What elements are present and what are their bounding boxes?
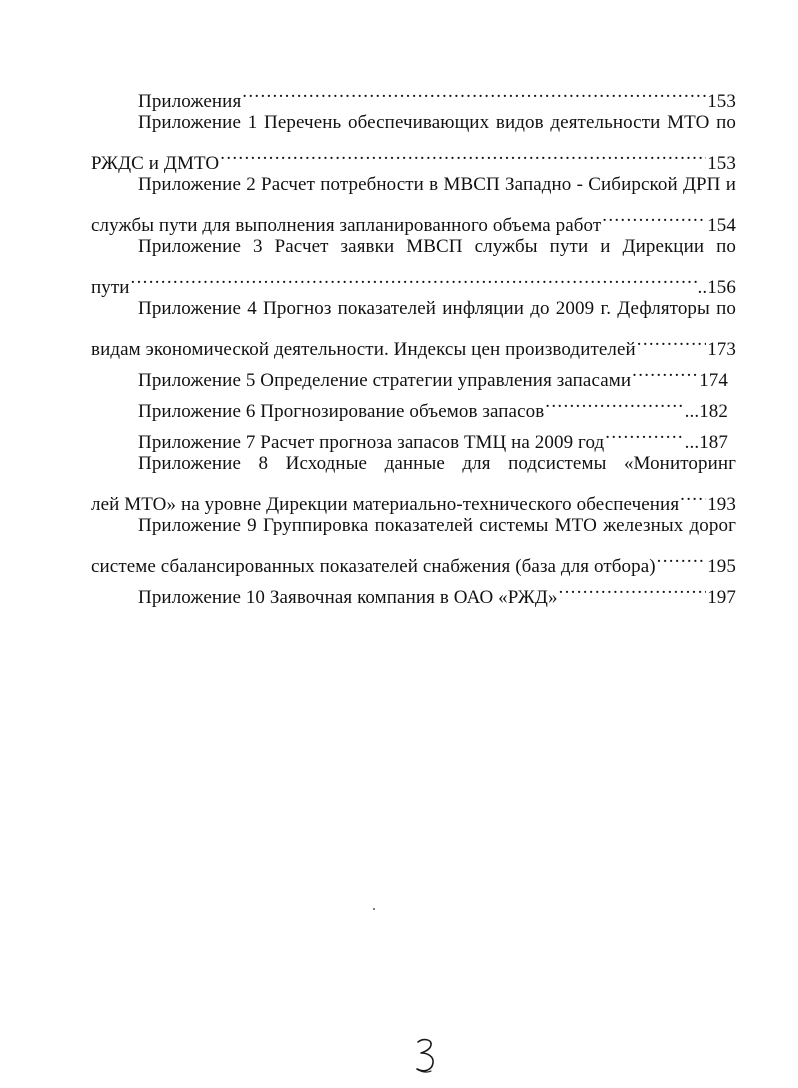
toc-line — [91, 76, 736, 112]
toc-line — [91, 541, 736, 577]
toc-entry — [91, 76, 736, 112]
toc-entry-title: Приложение 4 Прогноз показателей инфляции до 2009 г. Дефляторы по — [138, 298, 736, 319]
toc-entry — [91, 448, 736, 515]
toc-entry — [91, 107, 736, 174]
dot-leader — [545, 386, 683, 417]
toc-entry — [91, 293, 736, 360]
toc-line — [91, 169, 736, 200]
scan-speck — [373, 908, 375, 910]
toc-entry-title: Приложение 2 Расчет потребности в МВСП Западно - Сибирской ДРП и — [138, 174, 736, 195]
toc-entry-title: Приложение 1 Перечень обеспечивающих видов деятельности МТО по — [138, 112, 736, 133]
dot-leader — [242, 76, 706, 107]
dot-leader — [680, 479, 706, 510]
dot-leader — [637, 324, 706, 355]
toc-page-number: 173 — [707, 339, 736, 360]
toc-line — [91, 262, 736, 298]
toc-entry-title: Приложения — [138, 91, 242, 112]
toc-page-number: ...182 — [684, 401, 728, 422]
toc-page-number: 154 — [707, 215, 736, 236]
toc-entry-title: Приложение 5 Определение стратегии управления запасами — [138, 370, 632, 391]
toc-page-number: 193 — [707, 494, 736, 515]
toc-page-number: 195 — [707, 556, 736, 577]
toc-entry — [91, 169, 736, 236]
toc-line — [91, 479, 736, 515]
toc-entry-title: Приложение 8 Исходные данные для подсистемы «Мониторинг — [138, 453, 736, 474]
toc-page-number: ..156 — [697, 277, 736, 298]
toc-page-number: ...187 — [684, 432, 728, 453]
toc-page-number: 153 — [707, 91, 736, 112]
toc-entry-title-continued: лей МТО» на уровне Дирекции материально-технического обеспечения — [91, 494, 680, 515]
toc-entry-title-continued: службы пути для выполнения запланированного объема работ — [91, 215, 602, 236]
toc-line — [91, 448, 736, 479]
toc-entry-title: Приложение 9 Группировка показателей системы МТО железных дорог — [138, 515, 736, 536]
dot-leader — [605, 417, 683, 448]
toc-entry-title: Приложение 10 Заявочная компания в ОАО «РЖД» — [138, 587, 558, 608]
table-of-contents — [91, 76, 736, 608]
toc-line — [91, 324, 736, 360]
toc-page-number: 153 — [707, 153, 736, 174]
toc-entry — [91, 231, 736, 298]
toc-entry-title: Приложение 3 Расчет заявки МВСП службы пути и Дирекции по — [138, 236, 736, 257]
toc-line — [91, 510, 736, 541]
toc-line — [91, 138, 736, 174]
toc-entry-title-continued: видам экономической деятельности. Индексы цен производителей — [91, 339, 636, 360]
handwritten-page-number — [411, 1036, 441, 1076]
toc-entry-title-continued: РЖДС и ДМТО — [91, 153, 220, 174]
toc-entry — [91, 510, 736, 577]
toc-line — [91, 293, 736, 324]
toc-entry-title-continued: пути — [91, 277, 130, 298]
dot-leader — [632, 355, 698, 386]
toc-line — [91, 107, 736, 138]
toc-line — [91, 200, 736, 236]
toc-page-number: 197 — [707, 587, 736, 608]
toc-entry-title-continued: системе сбалансированных показателей снабжения (база для отбора) — [91, 556, 656, 577]
dot-leader — [559, 572, 707, 603]
toc-line — [91, 231, 736, 262]
toc-entry-title: Приложение 6 Прогнозирование объемов запасов — [138, 401, 545, 422]
dot-leader — [131, 262, 697, 293]
dot-leader — [602, 200, 706, 231]
toc-page-number: 174 — [699, 370, 728, 391]
dot-leader — [657, 541, 707, 572]
toc-entry-title: Приложение 7 Расчет прогноза запасов ТМЦ на 2009 год — [138, 432, 605, 453]
dot-leader — [220, 138, 706, 169]
